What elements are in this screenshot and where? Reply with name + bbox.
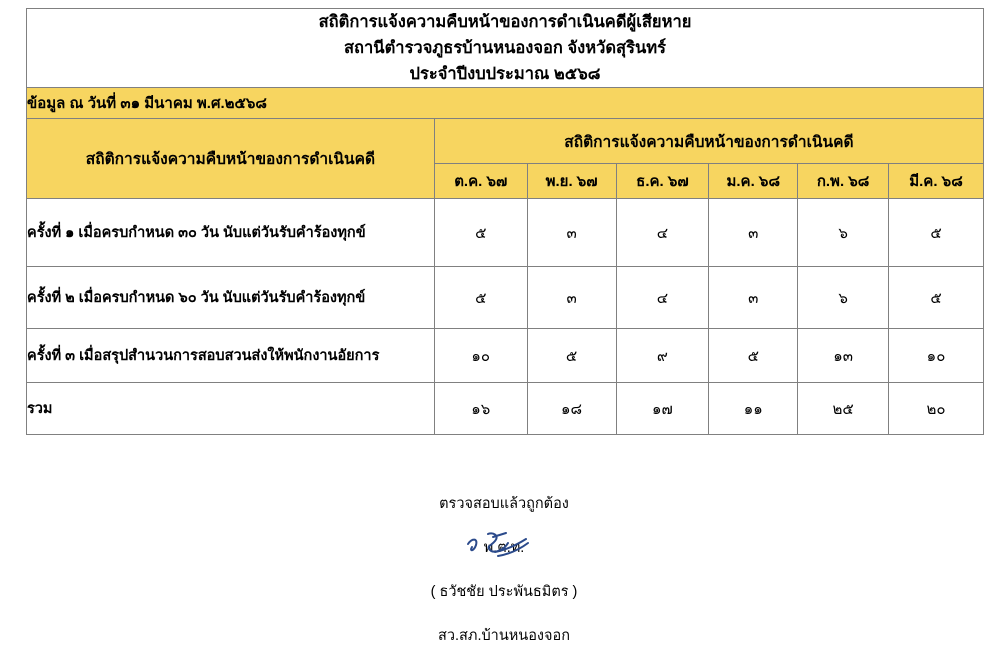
cell-r2-c3: ๔ (616, 267, 709, 329)
title-row (27, 9, 984, 88)
table-row-total (27, 383, 984, 435)
cell-r1-c3: ๔ (616, 199, 709, 267)
column-header-month-6: มี.ค. ๖๘ (889, 164, 984, 199)
document-footer (0, 482, 1008, 658)
row-label-total: รวม (27, 383, 435, 435)
cell-total-c3: ๑๗ (616, 383, 709, 435)
cell-r2-c4: ๓ (709, 267, 798, 329)
cell-r3-c5: ๑๓ (798, 329, 889, 383)
cell-total-c1: ๑๖ (434, 383, 527, 435)
cell-r3-c4: ๕ (709, 329, 798, 383)
cell-r3-c1: ๑๐ (434, 329, 527, 383)
cell-r2-c1: ๕ (434, 267, 527, 329)
table-row (27, 199, 984, 267)
cell-r3-c2: ๕ (527, 329, 616, 383)
signer-name: ( ธวัชชัย ประพันธมิตร ) (430, 584, 578, 600)
signer-rank: พ.ต.ท. (483, 540, 525, 556)
header-group-row (27, 119, 984, 164)
cell-r2-c5: ๖ (798, 267, 889, 329)
row-label-2: ครั้งที่ ๒ เมื่อครบกำหนด ๖๐ วัน นับแต่วันรับคำร้องทุกข์ (27, 267, 435, 329)
column-header-month-3: ธ.ค. ๖๗ (616, 164, 709, 199)
cell-r3-c6: ๑๐ (889, 329, 984, 383)
signer-position: สว.สภ.บ้านหนองจอก (438, 628, 570, 644)
document-title (27, 9, 984, 88)
cell-total-c6: ๒๐ (889, 383, 984, 435)
column-header-group: สถิติการแจ้งความคืบหน้าของการดำเนินคดี (434, 119, 983, 164)
cell-r1-c4: ๓ (709, 199, 798, 267)
cell-r2-c2: ๓ (527, 267, 616, 329)
column-header-month-5: ก.พ. ๖๘ (798, 164, 889, 199)
as-of-date: ข้อมูล ณ วันที่ ๓๑ มีนาคม พ.ศ.๒๕๖๘ (27, 88, 984, 119)
cell-total-c4: ๑๑ (709, 383, 798, 435)
column-header-month-1: ต.ค. ๖๗ (434, 164, 527, 199)
cell-total-c5: ๒๕ (798, 383, 889, 435)
column-header-month-4: ม.ค. ๖๘ (709, 164, 798, 199)
cell-r1-c6: ๕ (889, 199, 984, 267)
table-row (27, 267, 984, 329)
title-line-1: สถิติการแจ้งความคืบหน้าของการดำเนินคดีผู้เสียหาย (318, 13, 692, 31)
as-of-row (27, 88, 984, 119)
cell-total-c2: ๑๘ (527, 383, 616, 435)
cell-r2-c6: ๕ (889, 267, 984, 329)
column-header-month-2: พ.ย. ๖๗ (527, 164, 616, 199)
title-line-3: ประจำปีงบประมาณ ๒๕๖๘ (409, 65, 601, 83)
cell-r1-c2: ๓ (527, 199, 616, 267)
signature-row (0, 526, 1008, 570)
title-line-2: สถานีตำรวจภูธรบ้านหนองจอก จังหวัดสุรินทร์ (343, 39, 667, 57)
row-label-1: ครั้งที่ ๑ เมื่อครบกำหนด ๓๐ วัน นับแต่วันรับคำร้องทุกข์ (27, 199, 435, 267)
verified-text: ตรวจสอบแล้วถูกต้อง (439, 496, 569, 512)
cell-r1-c1: ๕ (434, 199, 527, 267)
statistics-table (26, 8, 984, 435)
signature-icon (462, 528, 582, 568)
table-row (27, 329, 984, 383)
column-header-category: สถิติการแจ้งความคืบหน้าของการดำเนินคดี (27, 119, 435, 199)
row-label-3: ครั้งที่ ๓ เมื่อสรุปสำนวนการสอบสวนส่งให้พนักงานอัยการ (27, 329, 435, 383)
cell-r3-c3: ๙ (616, 329, 709, 383)
cell-r1-c5: ๖ (798, 199, 889, 267)
